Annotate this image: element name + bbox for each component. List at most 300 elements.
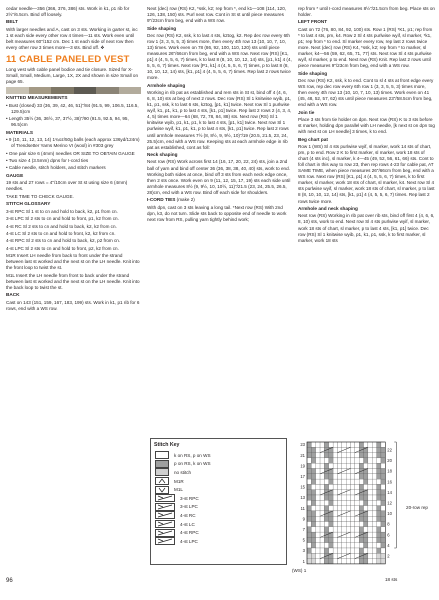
chart-cell (372, 516, 376, 521)
chart-cell (351, 553, 355, 558)
chart-cell (337, 548, 341, 553)
chart-cell (342, 548, 346, 553)
chart-cell (372, 559, 376, 564)
chart-cell (320, 442, 324, 447)
chart-pattern-heading: Beg chart pat (298, 136, 328, 142)
chart-cell (337, 453, 341, 458)
stitch-key-label: 4-st RPC (180, 530, 199, 536)
chart-cell (364, 543, 368, 548)
back-heading: BACK (6, 292, 20, 298)
chart-cell (359, 548, 363, 553)
chart-cell (337, 543, 341, 548)
chart-cell (351, 559, 355, 564)
chart-cell (311, 474, 315, 479)
chart-cell (337, 516, 341, 521)
chart-cell (368, 463, 372, 468)
chart-cell (337, 458, 341, 463)
chart-cell (316, 469, 320, 474)
chart-cell (351, 453, 355, 458)
pattern-title: 11 CABLE PANELED VEST (6, 54, 130, 66)
chart-cell (355, 463, 359, 468)
chart-cell (333, 532, 337, 537)
chart-cell (346, 484, 350, 489)
chart-cell (381, 442, 385, 447)
chart-cell (342, 506, 346, 511)
chart-cell (316, 490, 320, 495)
chart-cell (368, 458, 372, 463)
chart-cell (311, 484, 315, 489)
chart-cell (316, 479, 320, 484)
chart-cell (333, 463, 337, 468)
chart-cell (324, 453, 328, 458)
chart-cell (372, 474, 376, 479)
chart-cell (316, 522, 320, 527)
chart-cell (329, 527, 333, 532)
chart-cell (377, 484, 381, 489)
chart-cell (307, 479, 311, 484)
chart-cell (324, 506, 328, 511)
chart-row-number: 11 (300, 505, 305, 511)
chart-cell (368, 479, 372, 484)
stitch-symbol-icon (155, 486, 169, 494)
stitch-symbol-icon (155, 494, 175, 502)
chart-cell (368, 500, 372, 505)
chart-cell (311, 463, 315, 468)
chart-cell (377, 532, 381, 537)
chart-row-number: 22 (387, 447, 392, 453)
chart-cell (311, 469, 315, 474)
chart-cell (324, 458, 328, 463)
chart-cell (346, 527, 350, 532)
chart-pattern-text: Row 1 (WS) Sl 4 sts purlwise wyif, sl marker, work 14 sts of chart, pm, p to end. Row 2 K to first marker, sl marker, work 18 sts of chart (4 sts inc), sl marker, k 4—45 (49, 52, 56, 61, 66) sts. Cont to foll chart in this way to row 23, then rep rows 4-23 for cable pat, AT SAME TIME, when piece measures 26"/66cm from beg, end with a WS row. Next row (RS) [K1, p1] 4 (4, 5, 5, 6, 7) times, k to first marker, sl marker, work 18 sts of chart, sl marker, k4. Next row Sl 4 sts purlwise wyif, sl marker, work 18 sts of chart, sl marker, p to last 8 (8, 10, 10, 12, 14) sts, [k1, p1] 4 (4, 5, 5, 6, 7) times. Rep last 2 rows twice more. (298, 144, 435, 204)
chart-cell (346, 442, 350, 447)
chart-cell (377, 548, 381, 553)
chart-cell (316, 442, 320, 447)
chart-cell (351, 479, 355, 484)
armhole-shaping-text: Working in rib pat as established and rem sts in St st, bind off 4 (4, 6, 6, 8, 10) sts at beg of next 2 rows. Dec row (RS) Sl 1 knitwise wyib, p1, k1, p1, ssk, k to last 6 sts, k2tog, [p1, k1] twice. Next row Sl 1 purlwise wyif, k1, p1, k1, p to last 4 sts, [k1, p1] twice. Rep last 2 rows 2 (4, 3, 4, 4, 5) times more—64 (68, 72, 78, 84, 88) sts. Next row (RS) Sl 1 knitwise wyib, p1, k1, p1, k to last 4 sts, [p1, k1] twice. Next row Sl 1 purlwise wyif, k1, p1, k1, p to last 4 sts, [k1, p1] twice. Rep last 2 rows until armhole measures 7½ (8, 8½, 9, 9½, 10)"/19 (20.5, 21.5, 23, 24, 25.5)cm, end with a WS row. Keeping sts at each armhole edge in rib pat as established, cont as foll: (147, 90, 292, 150)
chart-cell (372, 500, 376, 505)
chart-cell (316, 527, 320, 532)
chart-cell (377, 490, 381, 495)
chart-cell (381, 458, 385, 463)
chart-cell (359, 453, 363, 458)
chart-cell (368, 511, 372, 516)
stitch-key-item (151, 537, 286, 546)
gauge-text: 19 sts and 27 rows = 4"/10cm over St st using size 6 (4mm) needles. (6, 180, 128, 192)
chart-cell (372, 495, 376, 500)
chart-cell (342, 484, 346, 489)
chart-cell (359, 543, 363, 548)
chart-cell (364, 516, 368, 521)
chart-cell (324, 537, 328, 542)
chart-cell (333, 458, 337, 463)
chart-cell (329, 522, 333, 527)
chart-cell (372, 458, 376, 463)
chart-cell (333, 559, 337, 564)
chart-cell (381, 453, 385, 458)
materials-notions: • Cable needle, stitch holders, and stitch markers (6, 165, 106, 171)
chart-cell (320, 458, 324, 463)
chart-cell (372, 537, 376, 542)
back-text: Cast on 143 (151, 159, 167, 183, 199) sts. Work in k1, p1 rib for 6 rows, end with a WS row. (6, 299, 140, 311)
chart-cell (351, 495, 355, 500)
chart-cell (329, 506, 333, 511)
chart-cell (381, 543, 385, 548)
chart-cell (359, 442, 363, 447)
chart-cell (307, 516, 311, 521)
chart-cell (368, 469, 372, 474)
chart-cell (381, 495, 385, 500)
chart-cell (346, 537, 350, 542)
glossary-4st-lpc: 4-st LPC Sl 2 sts to cn and hold to front, p2, k2 from cn. (6, 245, 119, 251)
chart-cell (320, 495, 324, 500)
chart-cell (377, 511, 381, 516)
chart-cell (320, 474, 324, 479)
chart-cell (364, 479, 368, 484)
chart-cell (307, 458, 311, 463)
chart-cell (342, 516, 346, 521)
chart-cell (346, 500, 350, 505)
chart-cell (342, 537, 346, 542)
pattern-intro: Long vest with cable panel bodice and tie closure. Sized for X-Small, Small, Medium, Large, 1X, 2X and shown in size Small on page 65. (6, 67, 139, 85)
chart-cell (316, 506, 320, 511)
chart-cell (324, 484, 328, 489)
chart-cell (368, 490, 372, 495)
chart-cell (377, 522, 381, 527)
chart-cell (342, 458, 346, 463)
chart-cell (368, 537, 372, 542)
stitch-symbol-icon (155, 460, 169, 468)
chart-cell (372, 522, 376, 527)
stitch-key-item (151, 485, 286, 494)
chart-cell (342, 543, 346, 548)
chart-cell (316, 553, 320, 558)
gauge-heading: GAUGE (6, 172, 24, 178)
glossary-4st-rc: 4-st RC Sl 2 sts to cn and hold to back, k2, k2 from cn. (6, 223, 117, 229)
chart-cell (333, 548, 337, 553)
stitch-key-item (151, 511, 286, 520)
stitch-key-item (151, 520, 286, 529)
chart-cell (337, 484, 341, 489)
stitch-key-label: p on RS, k on WS (174, 461, 211, 467)
chart-cell (329, 495, 333, 500)
chart-cell (337, 500, 341, 505)
page-number: 96 (6, 578, 13, 584)
chart-cell (307, 469, 311, 474)
chart-cell (364, 463, 368, 468)
stitch-symbol-icon (155, 503, 175, 511)
chart-cell (329, 548, 333, 553)
chart-cell (329, 463, 333, 468)
chart-cell (372, 548, 376, 553)
chart-cell (364, 442, 368, 447)
chart-cell (307, 511, 311, 516)
chart-cell (351, 511, 355, 516)
chart-cell (355, 527, 359, 532)
chart-cell (368, 442, 372, 447)
chart-cell (381, 532, 385, 537)
chart-cell (355, 453, 359, 458)
chart-cell (307, 463, 311, 468)
chart-cell (329, 516, 333, 521)
chart-cell (359, 537, 363, 542)
chart-row-number: 19 (300, 463, 305, 469)
chart-cell (351, 527, 355, 532)
chart-row-number: 15 (300, 484, 305, 490)
chart-cell (329, 543, 333, 548)
chart-cell (320, 548, 324, 553)
stitch-key-item (151, 494, 286, 503)
chart-cell (333, 506, 337, 511)
chart-cell (316, 543, 320, 548)
chart-cell (351, 537, 355, 542)
chart-cell (337, 463, 341, 468)
stitch-key-item (151, 528, 286, 537)
chart-cell (355, 500, 359, 505)
chart-cell (311, 543, 315, 548)
chart-cell (381, 548, 385, 553)
belt-heading: BELT (6, 19, 18, 25)
chart-cell (355, 516, 359, 521)
chart-cell (359, 559, 363, 564)
chart-cell (333, 447, 337, 452)
chart-cell (359, 516, 363, 521)
chart-cell (337, 479, 341, 484)
chart-cell (307, 553, 311, 558)
chart-cell (316, 548, 320, 553)
right-column (298, 6, 435, 245)
chart-cell (333, 500, 337, 505)
chart-cell (381, 537, 385, 542)
chart-cell (324, 442, 328, 447)
chart-cell (333, 511, 337, 516)
chart-cell (337, 522, 341, 527)
chart-cell (324, 548, 328, 553)
chart-cell (329, 559, 333, 564)
chart-cell (372, 469, 376, 474)
glossary-m1l: M1L Insert the LH needle from front to back under the strand between last st worked and the next st on the LH needle. Knit into the back loop to twist the st. (6, 272, 140, 290)
chart-cell (329, 442, 333, 447)
icord-text: With dpn, cast on 3 sts leaving a long tail. *Next row (RS) With 2nd dpn, k3, do not turn. Slide sts back to opposite end of needle to work next row from RS, pulling yarn tightly behind work; (147, 204, 287, 222)
chart-cell (377, 506, 381, 511)
chart-cell (316, 532, 320, 537)
stitch-key-label: 4-st LPC (180, 538, 198, 544)
chart-cell (307, 532, 311, 537)
chart-cell (364, 537, 368, 542)
continued-text: cedar needle—356 (366, 376, 386) sts. Work in k1, p1 rib for 2½"/6.5cm. Bind off loosely. (6, 6, 130, 18)
chart-cell (372, 506, 376, 511)
chart-cell (381, 479, 385, 484)
chart-cell (355, 548, 359, 553)
chart-cell (372, 543, 376, 548)
chart-cell (307, 495, 311, 500)
chart-cell (311, 553, 315, 558)
chart-cell (372, 447, 376, 452)
chart-cell (342, 495, 346, 500)
stitch-key-item (151, 503, 286, 512)
join-tie-heading: Join tie (298, 109, 315, 115)
chart-cell (351, 469, 355, 474)
chart-cell (320, 484, 324, 489)
chart-cell (324, 479, 328, 484)
stitch-symbol-icon (155, 520, 175, 528)
chart-row-number: 3 (302, 548, 305, 554)
glossary-3st-rpc: 3-st RPC Sl 1 st to cn and hold to back, k2, p1 from cn. (6, 208, 118, 214)
chart-cell (346, 463, 350, 468)
gauge-check: TAKE TIME TO CHECK GAUGE. (6, 193, 74, 199)
repeat-bracket (394, 442, 396, 548)
chart-cell (346, 516, 350, 521)
chart-cell (316, 511, 320, 516)
stitch-key-label: 4-st LC (180, 521, 195, 527)
chart-cell (329, 453, 333, 458)
glossary-4st-rpc: 4-st RPC Sl 2 sts to cn and hold to back, k2, p2 from cn. (6, 238, 121, 244)
chart-cell (346, 453, 350, 458)
chart-cell (351, 458, 355, 463)
chart-cell (372, 527, 376, 532)
chart-row-number: 18 (387, 468, 392, 474)
armhole-shaping-heading: Armhole shaping (147, 82, 186, 88)
chart-row-number: 9 (302, 516, 305, 522)
neck-shaping-heading: Neck shaping (147, 152, 178, 158)
belt-text: With larger needles and A, cast on 3 sts. Working in garter st, inc 1 st each side every other row 4 times—11 sts. Work even until belt measures 60"/152 cm. Dec 1 st each side of next row then every other row 3 times more—3 sts. Bind off. ❖ (6, 26, 138, 51)
chart-cell (311, 458, 315, 463)
chart-cell (333, 516, 337, 521)
chart-cell (342, 500, 346, 505)
chart-cell (355, 506, 359, 511)
chart-cell (311, 559, 315, 564)
side-shaping-text: Dec row (RS) K2, ssk, k to last 4 sts, k2tog, k2. Rep dec row every 6th row 1 (3, 3, 5, 5, 3) times more, then every 4th row 13 (10, 10, 7, 10, 13) times. Work even on 78 (86, 92, 100, 110, 120) sts until piece measures 26"/66cm from beg, end with a WS row. Next row (RS) [K1, p1] 4 (4, 5, 5, 6, 7) times, k to last 8 (8, 10, 10, 12, 14) sts, [p1, k1] 4 (4, 5, 5, 6, 7) times. Next row [P1, k1] 4 (4, 5, 5, 6, 7) times, p to last 8 (8, 10, 10, 12, 14) sts, [k1, p1] 4 (4, 5, 5, 6, 7) times. Rep last 2 rows twice more. (147, 32, 292, 81)
chart-cell (377, 537, 381, 542)
chart-cell (346, 506, 350, 511)
chart-cell (307, 522, 311, 527)
chart-cell (351, 463, 355, 468)
chart-cell (364, 500, 368, 505)
chart-cell (346, 522, 350, 527)
chart-cell (307, 500, 311, 505)
ws-row-label: (WS) 1 (292, 568, 307, 573)
chart-cell (351, 532, 355, 537)
chart-row-number: 13 (300, 495, 305, 501)
chart-cell (316, 474, 320, 479)
chart-cell (351, 548, 355, 553)
chart-cell (351, 442, 355, 447)
chart-cell (377, 559, 381, 564)
stitch-key-label: k on RS, p on WS (174, 452, 211, 458)
materials-yarn: • 9 (10, 11, 12, 13, 14) 1¾oz/50g balls (each approx 136yd/124m) of Trendsetter Yarns Merino VI (wool) in #303 grey (6, 137, 140, 149)
chart-cell (368, 543, 372, 548)
chart-cell (311, 442, 315, 447)
chart-cell (320, 479, 324, 484)
icord-subheading: (make 2) (176, 197, 195, 203)
chart-cell (364, 527, 368, 532)
chart-cell (355, 442, 359, 447)
chart-cell (324, 522, 328, 527)
chart-cell (320, 527, 324, 532)
chart-cell (311, 522, 315, 527)
chart-row-number: 20 (387, 458, 392, 464)
chart-cell (381, 511, 385, 516)
chart-cell (351, 490, 355, 495)
chart-cell (316, 516, 320, 521)
chart-cell (320, 537, 324, 542)
chart-cell (311, 453, 315, 458)
chart-cell (307, 490, 311, 495)
knitted-measurements-heading: KNITTED MEASUREMENTS (6, 95, 68, 101)
chart-cell (324, 559, 328, 564)
chart-cell (372, 490, 376, 495)
chart-cell (320, 463, 324, 468)
chart-cell (372, 453, 376, 458)
stitch-key-label: M1R (174, 478, 184, 484)
chart-cell (372, 442, 376, 447)
chart-cell (333, 527, 337, 532)
chart-cell (381, 484, 385, 489)
chart-row-number: 21 (300, 452, 305, 458)
stitch-key-item (151, 477, 286, 486)
chart-cell (372, 479, 376, 484)
chart-cell (307, 527, 311, 532)
chart-cell (372, 532, 376, 537)
chart-cell (307, 506, 311, 511)
chart-cell (364, 495, 368, 500)
chart-cell (337, 559, 341, 564)
chart-cell (333, 537, 337, 542)
chart-cell (311, 490, 315, 495)
chart-cell (355, 484, 359, 489)
chart-cell (329, 484, 333, 489)
front-side-shaping-text: Dec row (RS) K2, ssk, k to end. Cont to sl 4 sts at front edge every WS row, rep dec row every 6th row 1 (3, 3, 5, 5, 3) times more, then every 4th row 13 (10, 10, 7, 10, 13) times. Work even on 41 (45, 48, 52, 57, 62) sts until piece measures 23"/58.5cm from beg, end with a WS row. (298, 78, 434, 108)
chart-row-number: 12 (387, 500, 392, 506)
chart-row-number: 14 (387, 489, 392, 495)
chart-cell (333, 474, 337, 479)
chart-cell (346, 495, 350, 500)
chart-cell (320, 559, 324, 564)
chart-cell (307, 537, 311, 542)
chart-cell (377, 495, 381, 500)
color-strip-image (6, 87, 141, 94)
chart-cell (355, 474, 359, 479)
chart-cell (316, 453, 320, 458)
materials-dpns: • Two size 4 (3.5mm) dpns for I-cord ties (6, 158, 89, 164)
chart-cell (333, 553, 337, 558)
front-side-shaping-heading: Side shaping (298, 70, 328, 76)
chart-cell (381, 553, 385, 558)
chart-cell (381, 474, 385, 479)
chart-cell (329, 474, 333, 479)
chart-cell (316, 484, 320, 489)
chart-cell (342, 527, 346, 532)
chart-cell (324, 500, 328, 505)
chart-cell (368, 532, 372, 537)
chart-cell (307, 442, 311, 447)
side-shaping-heading: Side shaping (147, 25, 177, 31)
chart-cell (368, 447, 372, 452)
chart-cell (381, 469, 385, 474)
chart-cell (368, 474, 372, 479)
chart-cell (355, 522, 359, 527)
chart-cell (342, 442, 346, 447)
chart-cell (337, 506, 341, 511)
chart-cell (329, 458, 333, 463)
chart-cell (351, 543, 355, 548)
chart-cell (333, 490, 337, 495)
middle-column (147, 6, 292, 224)
chart-cell (364, 559, 368, 564)
chart-row-number: 8 (387, 521, 390, 527)
chart-cell (324, 527, 328, 532)
chart-cell (320, 500, 324, 505)
